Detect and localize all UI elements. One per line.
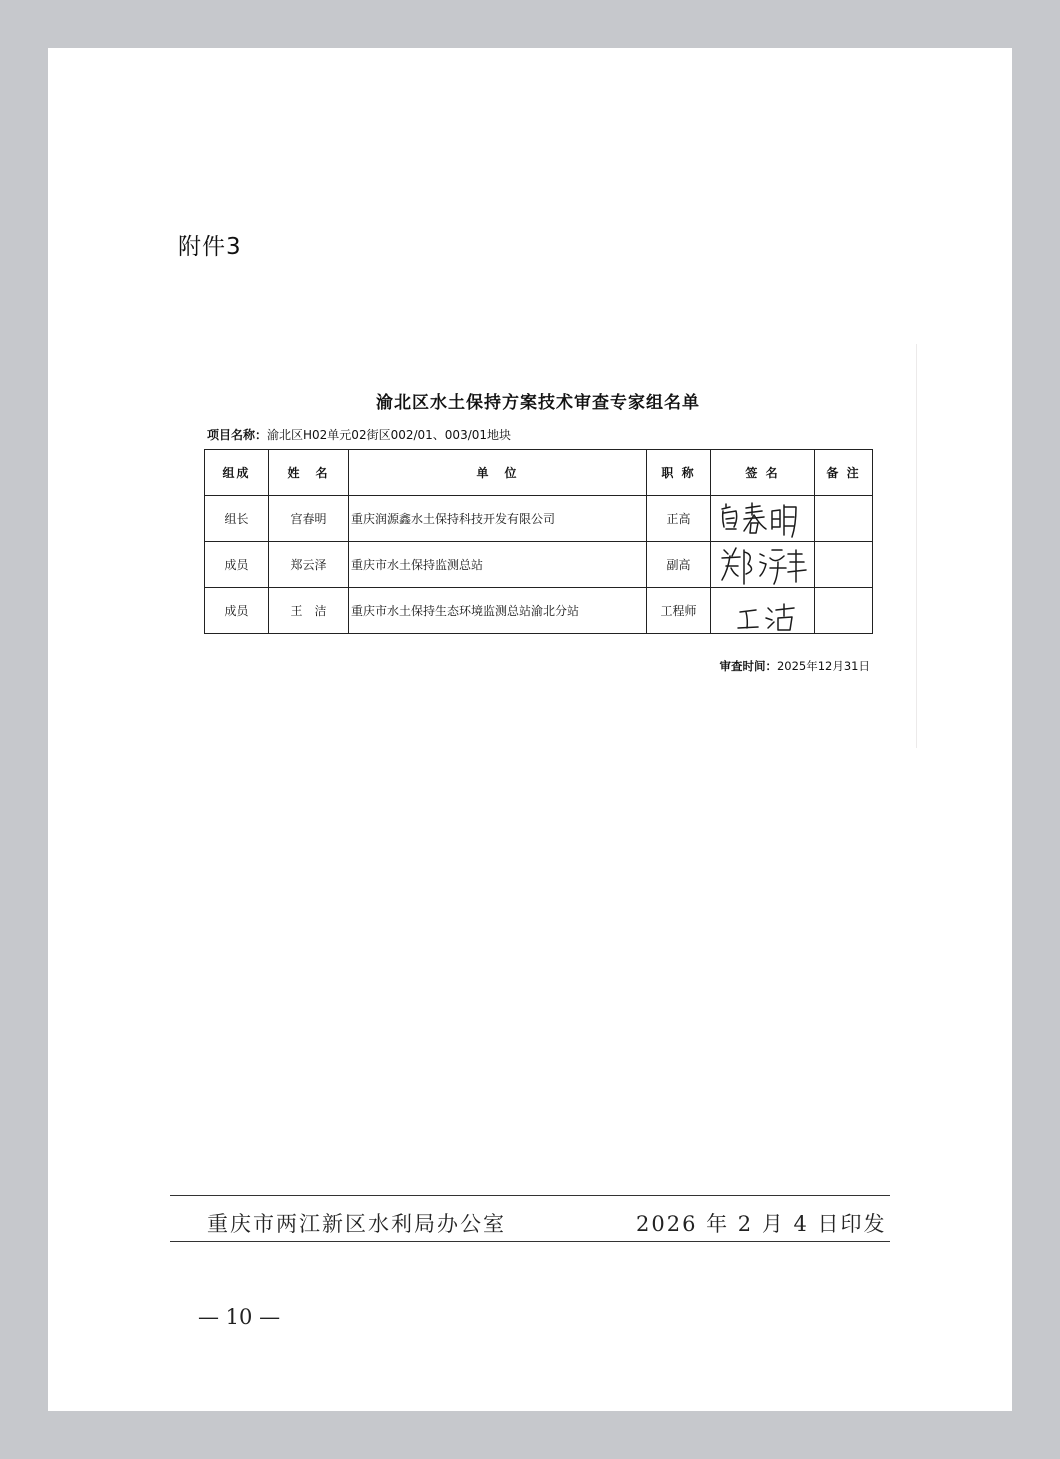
review-date bbox=[608, 658, 870, 674]
footer-issue-date: 2026 年 2 月 4 日印发 bbox=[636, 1212, 887, 1236]
header-unit: 单 位 bbox=[349, 450, 647, 496]
cell-title: 工程师 bbox=[647, 588, 711, 634]
footer-top-rule bbox=[170, 1195, 890, 1196]
cell-unit: 重庆润源鑫水土保持科技开发有限公司 bbox=[349, 496, 647, 542]
cell-name: 王 洁 bbox=[269, 588, 349, 634]
header-role: 组成 bbox=[205, 450, 269, 496]
cell-note bbox=[815, 496, 873, 542]
cell-title: 副高 bbox=[647, 542, 711, 588]
header-title: 职 称 bbox=[647, 450, 711, 496]
table-row bbox=[205, 496, 873, 542]
footer-issuing-office: 重庆市两江新区水利局办公室 bbox=[207, 1212, 506, 1236]
form-title: 渝北区水土保持方案技术审查专家组名单 bbox=[376, 393, 700, 413]
cell-signature bbox=[711, 496, 815, 542]
cell-unit: 重庆市水土保持监测总站 bbox=[349, 542, 647, 588]
cell-role: 组长 bbox=[205, 496, 269, 542]
cell-role: 成员 bbox=[205, 542, 269, 588]
cell-note bbox=[815, 542, 873, 588]
table-header-row bbox=[205, 450, 873, 496]
cell-title: 正高 bbox=[647, 496, 711, 542]
header-note: 备 注 bbox=[815, 450, 873, 496]
footer-bottom-rule bbox=[170, 1241, 890, 1242]
cell-signature bbox=[711, 542, 815, 588]
header-signature: 签 名 bbox=[711, 450, 815, 496]
page-number: — 10 — bbox=[198, 1305, 281, 1329]
cell-name: 宫春明 bbox=[269, 496, 349, 542]
table-row bbox=[205, 588, 873, 634]
scan-edge-line bbox=[916, 344, 917, 748]
project-line bbox=[207, 426, 511, 443]
handwritten-signature-1 bbox=[718, 499, 808, 539]
cell-role: 成员 bbox=[205, 588, 269, 634]
cell-signature bbox=[711, 588, 815, 634]
review-date-value: 2025年12月31日 bbox=[776, 659, 870, 673]
project-name: 渝北区H02单元02街区002/01、003/01地块 bbox=[267, 428, 512, 442]
project-label: 项目名称： bbox=[207, 428, 268, 442]
cell-unit: 重庆市水土保持生态环境监测总站渝北分站 bbox=[349, 588, 647, 634]
document-page bbox=[48, 48, 1012, 1411]
expert-table bbox=[204, 449, 873, 634]
header-name: 姓 名 bbox=[269, 450, 349, 496]
handwritten-signature-2 bbox=[718, 544, 808, 586]
attachment-label: 附件3 bbox=[178, 234, 242, 260]
review-date-label: 审查时间： bbox=[719, 659, 777, 673]
handwritten-signature-3 bbox=[718, 590, 808, 632]
table-row bbox=[205, 542, 873, 588]
cell-note bbox=[815, 588, 873, 634]
cell-name: 郑云泽 bbox=[269, 542, 349, 588]
